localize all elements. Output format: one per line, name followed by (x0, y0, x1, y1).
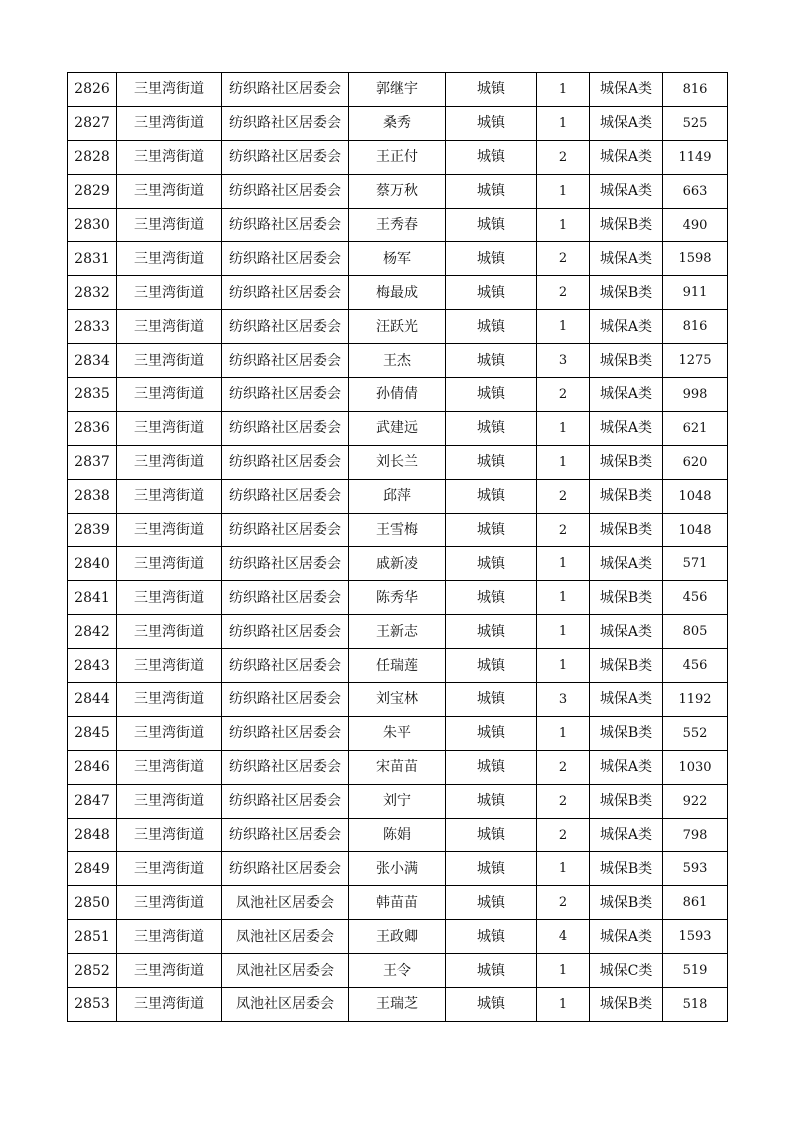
area-type-cell: 城镇 (446, 818, 537, 852)
row-number-cell: 2829 (68, 174, 117, 208)
category-cell: 城保A类 (590, 615, 663, 649)
street-cell: 三里湾街道 (117, 310, 222, 344)
category-cell: 城保B类 (590, 344, 663, 378)
area-type-cell: 城镇 (446, 276, 537, 310)
household-count-cell: 1 (537, 615, 590, 649)
row-number-cell: 2826 (68, 73, 117, 107)
household-count-cell: 4 (537, 920, 590, 954)
category-cell: 城保B类 (590, 716, 663, 750)
amount-cell: 1030 (663, 750, 728, 784)
area-type-cell: 城镇 (446, 513, 537, 547)
community-cell: 纺织路社区居委会 (222, 174, 349, 208)
table-row (68, 445, 728, 479)
name-cell: 郭继宇 (349, 73, 446, 107)
amount-cell: 519 (663, 954, 728, 988)
area-type-cell: 城镇 (446, 140, 537, 174)
area-type-cell: 城镇 (446, 784, 537, 818)
street-cell: 三里湾街道 (117, 649, 222, 683)
community-cell: 凤池社区居委会 (222, 988, 349, 1022)
area-type-cell: 城镇 (446, 310, 537, 344)
area-type-cell: 城镇 (446, 378, 537, 412)
category-cell: 城保C类 (590, 954, 663, 988)
household-count-cell: 1 (537, 174, 590, 208)
household-count-cell: 1 (537, 445, 590, 479)
table-row (68, 479, 728, 513)
category-cell: 城保B类 (590, 445, 663, 479)
name-cell: 王雪梅 (349, 513, 446, 547)
household-count-cell: 2 (537, 750, 590, 784)
row-number-cell: 2840 (68, 547, 117, 581)
table-row (68, 784, 728, 818)
amount-cell: 525 (663, 106, 728, 140)
name-cell: 戚新凌 (349, 547, 446, 581)
community-cell: 纺织路社区居委会 (222, 106, 349, 140)
amount-cell: 571 (663, 547, 728, 581)
area-type-cell: 城镇 (446, 920, 537, 954)
table-row (68, 818, 728, 852)
amount-cell: 816 (663, 310, 728, 344)
area-type-cell: 城镇 (446, 750, 537, 784)
area-type-cell: 城镇 (446, 174, 537, 208)
row-number-cell: 2835 (68, 378, 117, 412)
name-cell: 韩苗苗 (349, 886, 446, 920)
street-cell: 三里湾街道 (117, 513, 222, 547)
street-cell: 三里湾街道 (117, 378, 222, 412)
household-count-cell: 1 (537, 106, 590, 140)
row-number-cell: 2833 (68, 310, 117, 344)
community-cell: 纺织路社区居委会 (222, 445, 349, 479)
amount-cell: 456 (663, 649, 728, 683)
category-cell: 城保B类 (590, 581, 663, 615)
table-row (68, 581, 728, 615)
name-cell: 张小满 (349, 852, 446, 886)
table-row (68, 988, 728, 1022)
community-cell: 纺织路社区居委会 (222, 242, 349, 276)
street-cell: 三里湾街道 (117, 683, 222, 717)
street-cell: 三里湾街道 (117, 615, 222, 649)
household-count-cell: 1 (537, 411, 590, 445)
name-cell: 蔡万秋 (349, 174, 446, 208)
name-cell: 王正付 (349, 140, 446, 174)
street-cell: 三里湾街道 (117, 276, 222, 310)
table-row (68, 411, 728, 445)
name-cell: 汪跃光 (349, 310, 446, 344)
table-row (68, 615, 728, 649)
amount-cell: 490 (663, 208, 728, 242)
street-cell: 三里湾街道 (117, 954, 222, 988)
table-row (68, 954, 728, 988)
community-cell: 纺织路社区居委会 (222, 716, 349, 750)
table-row (68, 513, 728, 547)
name-cell: 王瑞芝 (349, 988, 446, 1022)
community-cell: 纺织路社区居委会 (222, 513, 349, 547)
street-cell: 三里湾街道 (117, 140, 222, 174)
table-row (68, 716, 728, 750)
table-row (68, 886, 728, 920)
name-cell: 刘长兰 (349, 445, 446, 479)
household-count-cell: 1 (537, 547, 590, 581)
amount-cell: 911 (663, 276, 728, 310)
row-number-cell: 2841 (68, 581, 117, 615)
household-count-cell: 2 (537, 818, 590, 852)
community-cell: 纺织路社区居委会 (222, 411, 349, 445)
name-cell: 陈秀华 (349, 581, 446, 615)
household-count-cell: 2 (537, 140, 590, 174)
name-cell: 桑秀 (349, 106, 446, 140)
community-cell: 纺织路社区居委会 (222, 581, 349, 615)
category-cell: 城保A类 (590, 310, 663, 344)
row-number-cell: 2847 (68, 784, 117, 818)
name-cell: 王秀春 (349, 208, 446, 242)
community-cell: 凤池社区居委会 (222, 920, 349, 954)
street-cell: 三里湾街道 (117, 344, 222, 378)
area-type-cell: 城镇 (446, 649, 537, 683)
household-count-cell: 2 (537, 479, 590, 513)
row-number-cell: 2839 (68, 513, 117, 547)
category-cell: 城保B类 (590, 208, 663, 242)
table-row (68, 310, 728, 344)
name-cell: 孙倩倩 (349, 378, 446, 412)
category-cell: 城保A类 (590, 174, 663, 208)
category-cell: 城保A类 (590, 818, 663, 852)
category-cell: 城保A类 (590, 378, 663, 412)
household-count-cell: 1 (537, 954, 590, 988)
table-row (68, 344, 728, 378)
name-cell: 梅最成 (349, 276, 446, 310)
amount-cell: 805 (663, 615, 728, 649)
roster-table-body (68, 73, 728, 1022)
household-count-cell: 1 (537, 649, 590, 683)
amount-cell: 621 (663, 411, 728, 445)
area-type-cell: 城镇 (446, 208, 537, 242)
amount-cell: 518 (663, 988, 728, 1022)
area-type-cell: 城镇 (446, 411, 537, 445)
community-cell: 纺织路社区居委会 (222, 615, 349, 649)
category-cell: 城保A类 (590, 140, 663, 174)
area-type-cell: 城镇 (446, 242, 537, 276)
area-type-cell: 城镇 (446, 581, 537, 615)
name-cell: 王政卿 (349, 920, 446, 954)
amount-cell: 798 (663, 818, 728, 852)
household-count-cell: 2 (537, 378, 590, 412)
street-cell: 三里湾街道 (117, 445, 222, 479)
community-cell: 纺织路社区居委会 (222, 73, 349, 107)
community-cell: 纺织路社区居委会 (222, 784, 349, 818)
amount-cell: 816 (663, 73, 728, 107)
table-row (68, 683, 728, 717)
amount-cell: 620 (663, 445, 728, 479)
category-cell: 城保B类 (590, 513, 663, 547)
amount-cell: 998 (663, 378, 728, 412)
category-cell: 城保B类 (590, 784, 663, 818)
category-cell: 城保B类 (590, 886, 663, 920)
area-type-cell: 城镇 (446, 683, 537, 717)
household-count-cell: 1 (537, 852, 590, 886)
name-cell: 陈娟 (349, 818, 446, 852)
row-number-cell: 2831 (68, 242, 117, 276)
table-row (68, 649, 728, 683)
community-cell: 纺织路社区居委会 (222, 852, 349, 886)
community-cell: 纺织路社区居委会 (222, 310, 349, 344)
community-cell: 纺织路社区居委会 (222, 276, 349, 310)
row-number-cell: 2836 (68, 411, 117, 445)
community-cell: 凤池社区居委会 (222, 886, 349, 920)
name-cell: 王杰 (349, 344, 446, 378)
street-cell: 三里湾街道 (117, 73, 222, 107)
community-cell: 纺织路社区居委会 (222, 547, 349, 581)
category-cell: 城保A类 (590, 411, 663, 445)
street-cell: 三里湾街道 (117, 920, 222, 954)
area-type-cell: 城镇 (446, 344, 537, 378)
name-cell: 刘宝林 (349, 683, 446, 717)
area-type-cell: 城镇 (446, 886, 537, 920)
community-cell: 纺织路社区居委会 (222, 683, 349, 717)
household-count-cell: 1 (537, 73, 590, 107)
community-cell: 纺织路社区居委会 (222, 750, 349, 784)
row-number-cell: 2843 (68, 649, 117, 683)
row-number-cell: 2846 (68, 750, 117, 784)
area-type-cell: 城镇 (446, 106, 537, 140)
row-number-cell: 2853 (68, 988, 117, 1022)
household-count-cell: 3 (537, 683, 590, 717)
table-row (68, 106, 728, 140)
community-cell: 纺织路社区居委会 (222, 208, 349, 242)
amount-cell: 593 (663, 852, 728, 886)
community-cell: 纺织路社区居委会 (222, 378, 349, 412)
amount-cell: 456 (663, 581, 728, 615)
area-type-cell: 城镇 (446, 954, 537, 988)
row-number-cell: 2845 (68, 716, 117, 750)
amount-cell: 861 (663, 886, 728, 920)
category-cell: 城保A类 (590, 750, 663, 784)
street-cell: 三里湾街道 (117, 852, 222, 886)
community-cell: 纺织路社区居委会 (222, 818, 349, 852)
name-cell: 王新志 (349, 615, 446, 649)
category-cell: 城保A类 (590, 106, 663, 140)
household-count-cell: 2 (537, 242, 590, 276)
category-cell: 城保A类 (590, 242, 663, 276)
table-row (68, 547, 728, 581)
name-cell: 任瑞莲 (349, 649, 446, 683)
category-cell: 城保B类 (590, 852, 663, 886)
street-cell: 三里湾街道 (117, 411, 222, 445)
row-number-cell: 2828 (68, 140, 117, 174)
amount-cell: 663 (663, 174, 728, 208)
row-number-cell: 2844 (68, 683, 117, 717)
household-count-cell: 1 (537, 716, 590, 750)
category-cell: 城保A类 (590, 73, 663, 107)
row-number-cell: 2852 (68, 954, 117, 988)
amount-cell: 1593 (663, 920, 728, 954)
category-cell: 城保A类 (590, 920, 663, 954)
row-number-cell: 2832 (68, 276, 117, 310)
row-number-cell: 2830 (68, 208, 117, 242)
table-row (68, 242, 728, 276)
area-type-cell: 城镇 (446, 445, 537, 479)
household-count-cell: 1 (537, 581, 590, 615)
household-count-cell: 1 (537, 988, 590, 1022)
street-cell: 三里湾街道 (117, 479, 222, 513)
community-cell: 纺织路社区居委会 (222, 649, 349, 683)
category-cell: 城保B类 (590, 276, 663, 310)
table-row (68, 750, 728, 784)
household-count-cell: 2 (537, 276, 590, 310)
name-cell: 宋苗苗 (349, 750, 446, 784)
area-type-cell: 城镇 (446, 547, 537, 581)
community-cell: 纺织路社区居委会 (222, 479, 349, 513)
area-type-cell: 城镇 (446, 988, 537, 1022)
table-row (68, 73, 728, 107)
table-row (68, 174, 728, 208)
row-number-cell: 2851 (68, 920, 117, 954)
household-count-cell: 2 (537, 513, 590, 547)
street-cell: 三里湾街道 (117, 716, 222, 750)
row-number-cell: 2834 (68, 344, 117, 378)
amount-cell: 1149 (663, 140, 728, 174)
street-cell: 三里湾街道 (117, 750, 222, 784)
row-number-cell: 2842 (68, 615, 117, 649)
street-cell: 三里湾街道 (117, 242, 222, 276)
community-cell: 凤池社区居委会 (222, 954, 349, 988)
street-cell: 三里湾街道 (117, 784, 222, 818)
area-type-cell: 城镇 (446, 73, 537, 107)
category-cell: 城保B类 (590, 988, 663, 1022)
row-number-cell: 2838 (68, 479, 117, 513)
street-cell: 三里湾街道 (117, 988, 222, 1022)
street-cell: 三里湾街道 (117, 581, 222, 615)
amount-cell: 1048 (663, 513, 728, 547)
household-count-cell: 2 (537, 886, 590, 920)
amount-cell: 1048 (663, 479, 728, 513)
row-number-cell: 2837 (68, 445, 117, 479)
street-cell: 三里湾街道 (117, 208, 222, 242)
household-count-cell: 3 (537, 344, 590, 378)
community-cell: 纺织路社区居委会 (222, 344, 349, 378)
row-number-cell: 2849 (68, 852, 117, 886)
name-cell: 朱平 (349, 716, 446, 750)
name-cell: 王令 (349, 954, 446, 988)
community-cell: 纺织路社区居委会 (222, 140, 349, 174)
category-cell: 城保A类 (590, 547, 663, 581)
amount-cell: 922 (663, 784, 728, 818)
name-cell: 杨军 (349, 242, 446, 276)
name-cell: 武建远 (349, 411, 446, 445)
household-count-cell: 1 (537, 310, 590, 344)
amount-cell: 1598 (663, 242, 728, 276)
table-row (68, 276, 728, 310)
row-number-cell: 2827 (68, 106, 117, 140)
amount-cell: 1192 (663, 683, 728, 717)
table-row (68, 852, 728, 886)
area-type-cell: 城镇 (446, 479, 537, 513)
name-cell: 刘宁 (349, 784, 446, 818)
table-row (68, 208, 728, 242)
street-cell: 三里湾街道 (117, 174, 222, 208)
household-count-cell: 2 (537, 784, 590, 818)
street-cell: 三里湾街道 (117, 106, 222, 140)
category-cell: 城保B类 (590, 649, 663, 683)
table-row (68, 920, 728, 954)
category-cell: 城保B类 (590, 479, 663, 513)
household-count-cell: 1 (537, 208, 590, 242)
row-number-cell: 2850 (68, 886, 117, 920)
street-cell: 三里湾街道 (117, 886, 222, 920)
category-cell: 城保A类 (590, 683, 663, 717)
amount-cell: 1275 (663, 344, 728, 378)
row-number-cell: 2848 (68, 818, 117, 852)
table-row (68, 378, 728, 412)
table-row (68, 140, 728, 174)
street-cell: 三里湾街道 (117, 547, 222, 581)
area-type-cell: 城镇 (446, 615, 537, 649)
area-type-cell: 城镇 (446, 852, 537, 886)
roster-table (67, 72, 728, 1022)
street-cell: 三里湾街道 (117, 818, 222, 852)
name-cell: 邱萍 (349, 479, 446, 513)
amount-cell: 552 (663, 716, 728, 750)
area-type-cell: 城镇 (446, 716, 537, 750)
